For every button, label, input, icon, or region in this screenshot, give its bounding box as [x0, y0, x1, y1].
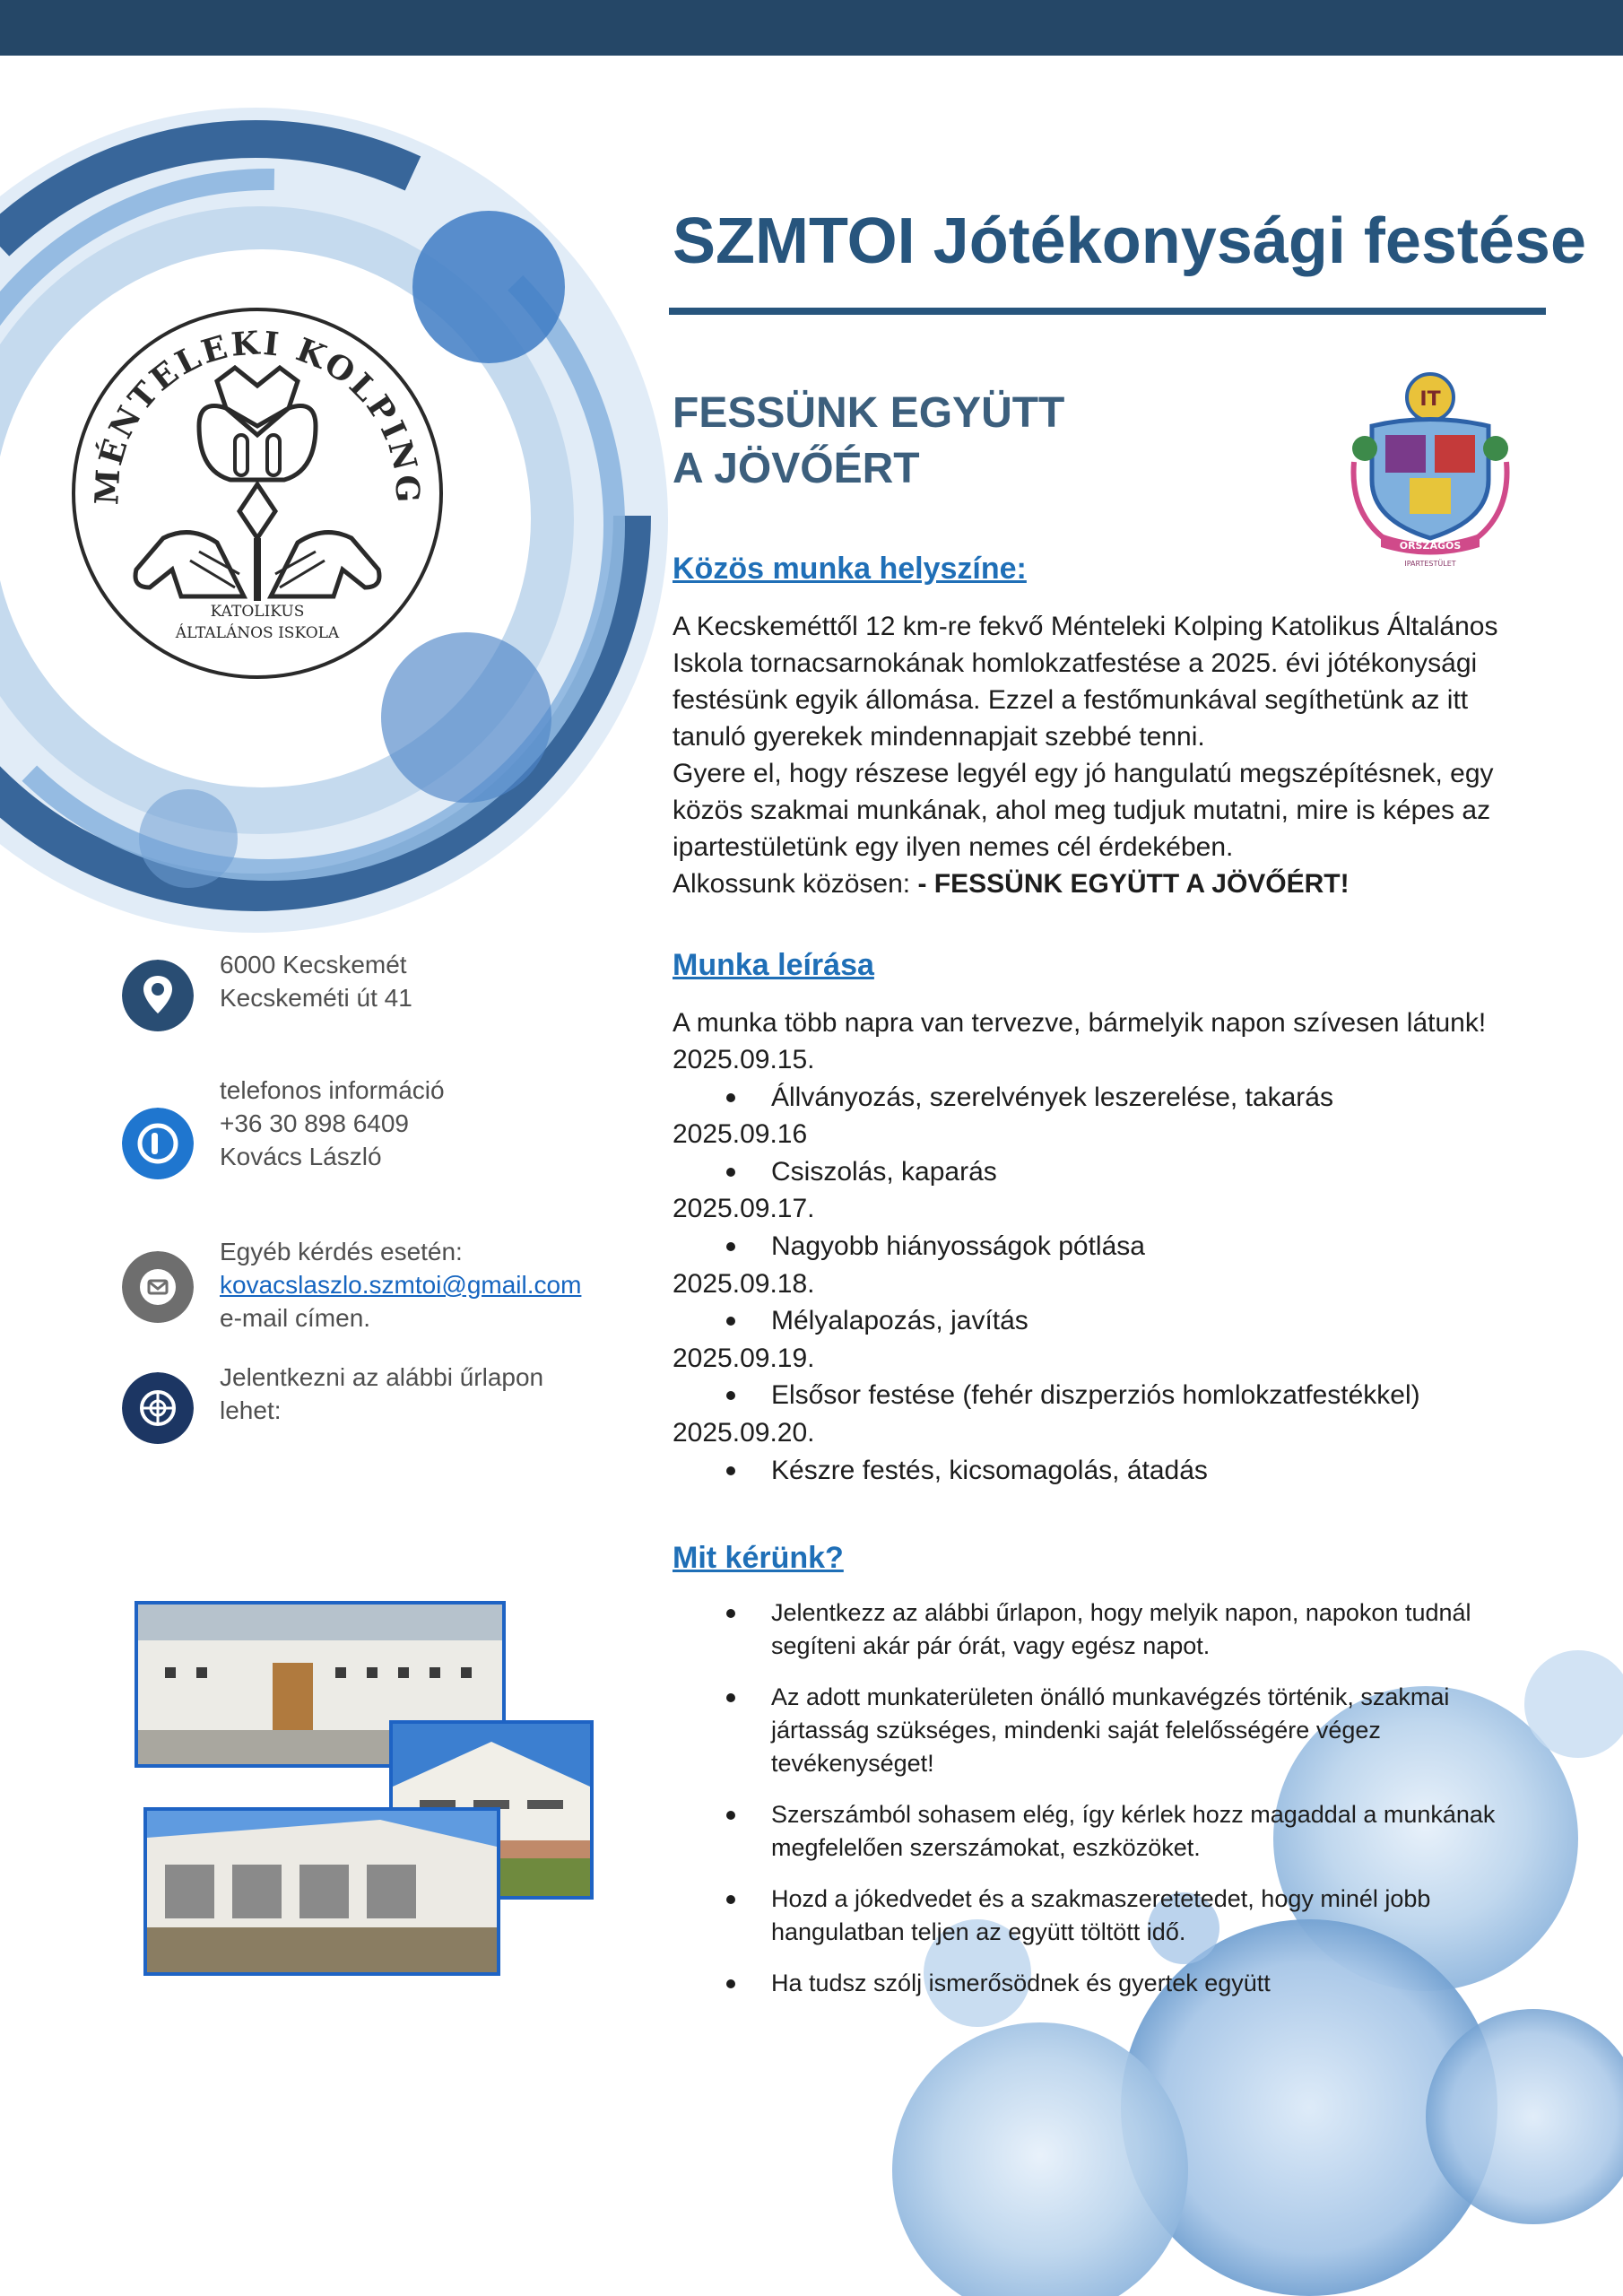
form-line2: lehet: — [220, 1396, 282, 1424]
guild-crest-logo — [1345, 363, 1515, 570]
crest-bottom-text: IPARTESTÜLET — [1404, 560, 1456, 568]
location-paragraph-1: A Kecskeméttől 12 km-re fekvő Ménteleki Kolping Katolikus Általános Iskola tornacsarnokának homlokzatfestése a 2025. évi jótékonysági festésünk egyik állomása. Ezzel a festőmunkával segíthetünk az itt tanuló gyerekek mindennapjait szebbé tenni. — [673, 612, 1498, 752]
work-schedule — [673, 1041, 1420, 1489]
phone-number: +36 30 898 6409 — [220, 1109, 409, 1137]
phone-line1: telefonos információ — [220, 1076, 445, 1104]
contact-form — [220, 1361, 543, 1427]
schedule-task: Készre festés, kicsomagolás, átadás — [673, 1452, 1420, 1490]
schedule-task: Csiszolás, kaparás — [673, 1153, 1420, 1191]
schedule-date: 2025.09.20. — [673, 1417, 815, 1448]
schedule-date: 2025.09.16 — [673, 1119, 808, 1150]
phone-icon — [122, 1108, 194, 1179]
work-heading: Munka leírása — [673, 948, 874, 982]
requests-list — [673, 1596, 1533, 2018]
page-title: SZMTOI Jótékonysági festése — [673, 205, 1587, 277]
email-line1: Egyéb kérdés esetén: — [220, 1238, 463, 1265]
crest-ribbon-text: ORSZÁGOS — [1399, 540, 1462, 552]
requests-heading: Mit kérünk? — [673, 1541, 844, 1575]
title-underline — [669, 308, 1546, 315]
gym-side-photo — [143, 1807, 500, 1976]
location-heading: Közös munka helyszíne: — [673, 552, 1027, 586]
contact-address — [220, 948, 412, 1014]
contact-phone — [220, 1074, 445, 1173]
slogan-line2: A JÖVŐÉRT — [673, 445, 920, 492]
envelope-icon — [122, 1251, 194, 1323]
location-pin-icon — [122, 960, 194, 1031]
school-logo — [65, 300, 450, 686]
closing-bold: - FESSÜNK EGYÜTT A JÖVŐÉRT! — [917, 869, 1350, 899]
location-paragraph-2: Gyere el, hogy részese legyél egy jó hangulatú megszépítésnek, egy közös szakmai munkának, ahol meg tudjuk mutatni, mire is képes az ipartestületünk egy ilyen nemes cél érdekében. — [673, 759, 1494, 862]
form-line1: Jelentkezni az alábbi űrlapon — [220, 1363, 544, 1391]
schedule-task: Nagyobb hiányosságok pótlása — [673, 1228, 1420, 1265]
contact-email — [220, 1235, 581, 1335]
work-intro: A munka több napra van tervezve, bármelyik napon szívesen látunk! — [673, 1008, 1487, 1038]
list-item: Jelentkezz az alábbi űrlapon, hogy melyik napon, napokon tudnál segíteni akár pár órát, vagy egész napot. — [673, 1596, 1533, 1663]
address-line1: 6000 Kecskemét — [220, 951, 407, 978]
schedule-task: Mélyalapozás, javítás — [673, 1302, 1420, 1340]
logo-bottom-line1: KATOLIKUS — [210, 603, 305, 621]
slogan-line1: FESSÜNK EGYÜTT — [673, 389, 1065, 437]
email-line3: e-mail címen. — [220, 1304, 371, 1332]
closing-prefix: Alkossunk közösen: — [673, 869, 918, 899]
location-text — [673, 608, 1533, 902]
address-line2: Kecskeméti út 41 — [220, 984, 412, 1012]
location-closing — [673, 865, 1533, 902]
schedule-date: 2025.09.15. — [673, 1045, 815, 1074]
schedule-date: 2025.09.19. — [673, 1343, 815, 1373]
logo-arc-text: MÉNTELEKI KOLPING — [88, 324, 427, 506]
logo-bottom-line2: ÁLTALÁNOS ISKOLA — [175, 624, 340, 642]
list-item: Az adott munkaterületen önálló munkavégzés történik, szakmai jártasság szükséges, mindenki saját felelősségére végez tevékenységet! — [673, 1681, 1533, 1780]
phone-contact-name: Kovács László — [220, 1143, 382, 1170]
schedule-task: Állványozás, szerelvények leszerelése, takarás — [673, 1079, 1420, 1117]
email-link[interactable]: kovacslaszlo.szmtoi@gmail.com — [220, 1271, 582, 1299]
globe-icon — [122, 1372, 194, 1444]
list-item: Szerszámból sohasem elég, így kérlek hozz magaddal a munkának megfelelően szerszámokat, eszközöket. — [673, 1798, 1533, 1865]
schedule-date: 2025.09.18. — [673, 1268, 815, 1299]
slogan — [673, 386, 1064, 497]
schedule-task: Elsősor festése (fehér diszperziós homlokzatfestékkel) — [673, 1377, 1420, 1414]
crest-top-text: IT — [1419, 388, 1441, 411]
list-item: Ha tudsz szólj ismerősödnek és gyertek együtt — [673, 1967, 1533, 2000]
list-item: Hozd a jókedvedet és a szakmaszeretetedet, hogy minél jobb hangulatban teljen az együtt töltött idő. — [673, 1883, 1533, 1949]
schedule-date: 2025.09.17. — [673, 1194, 815, 1224]
